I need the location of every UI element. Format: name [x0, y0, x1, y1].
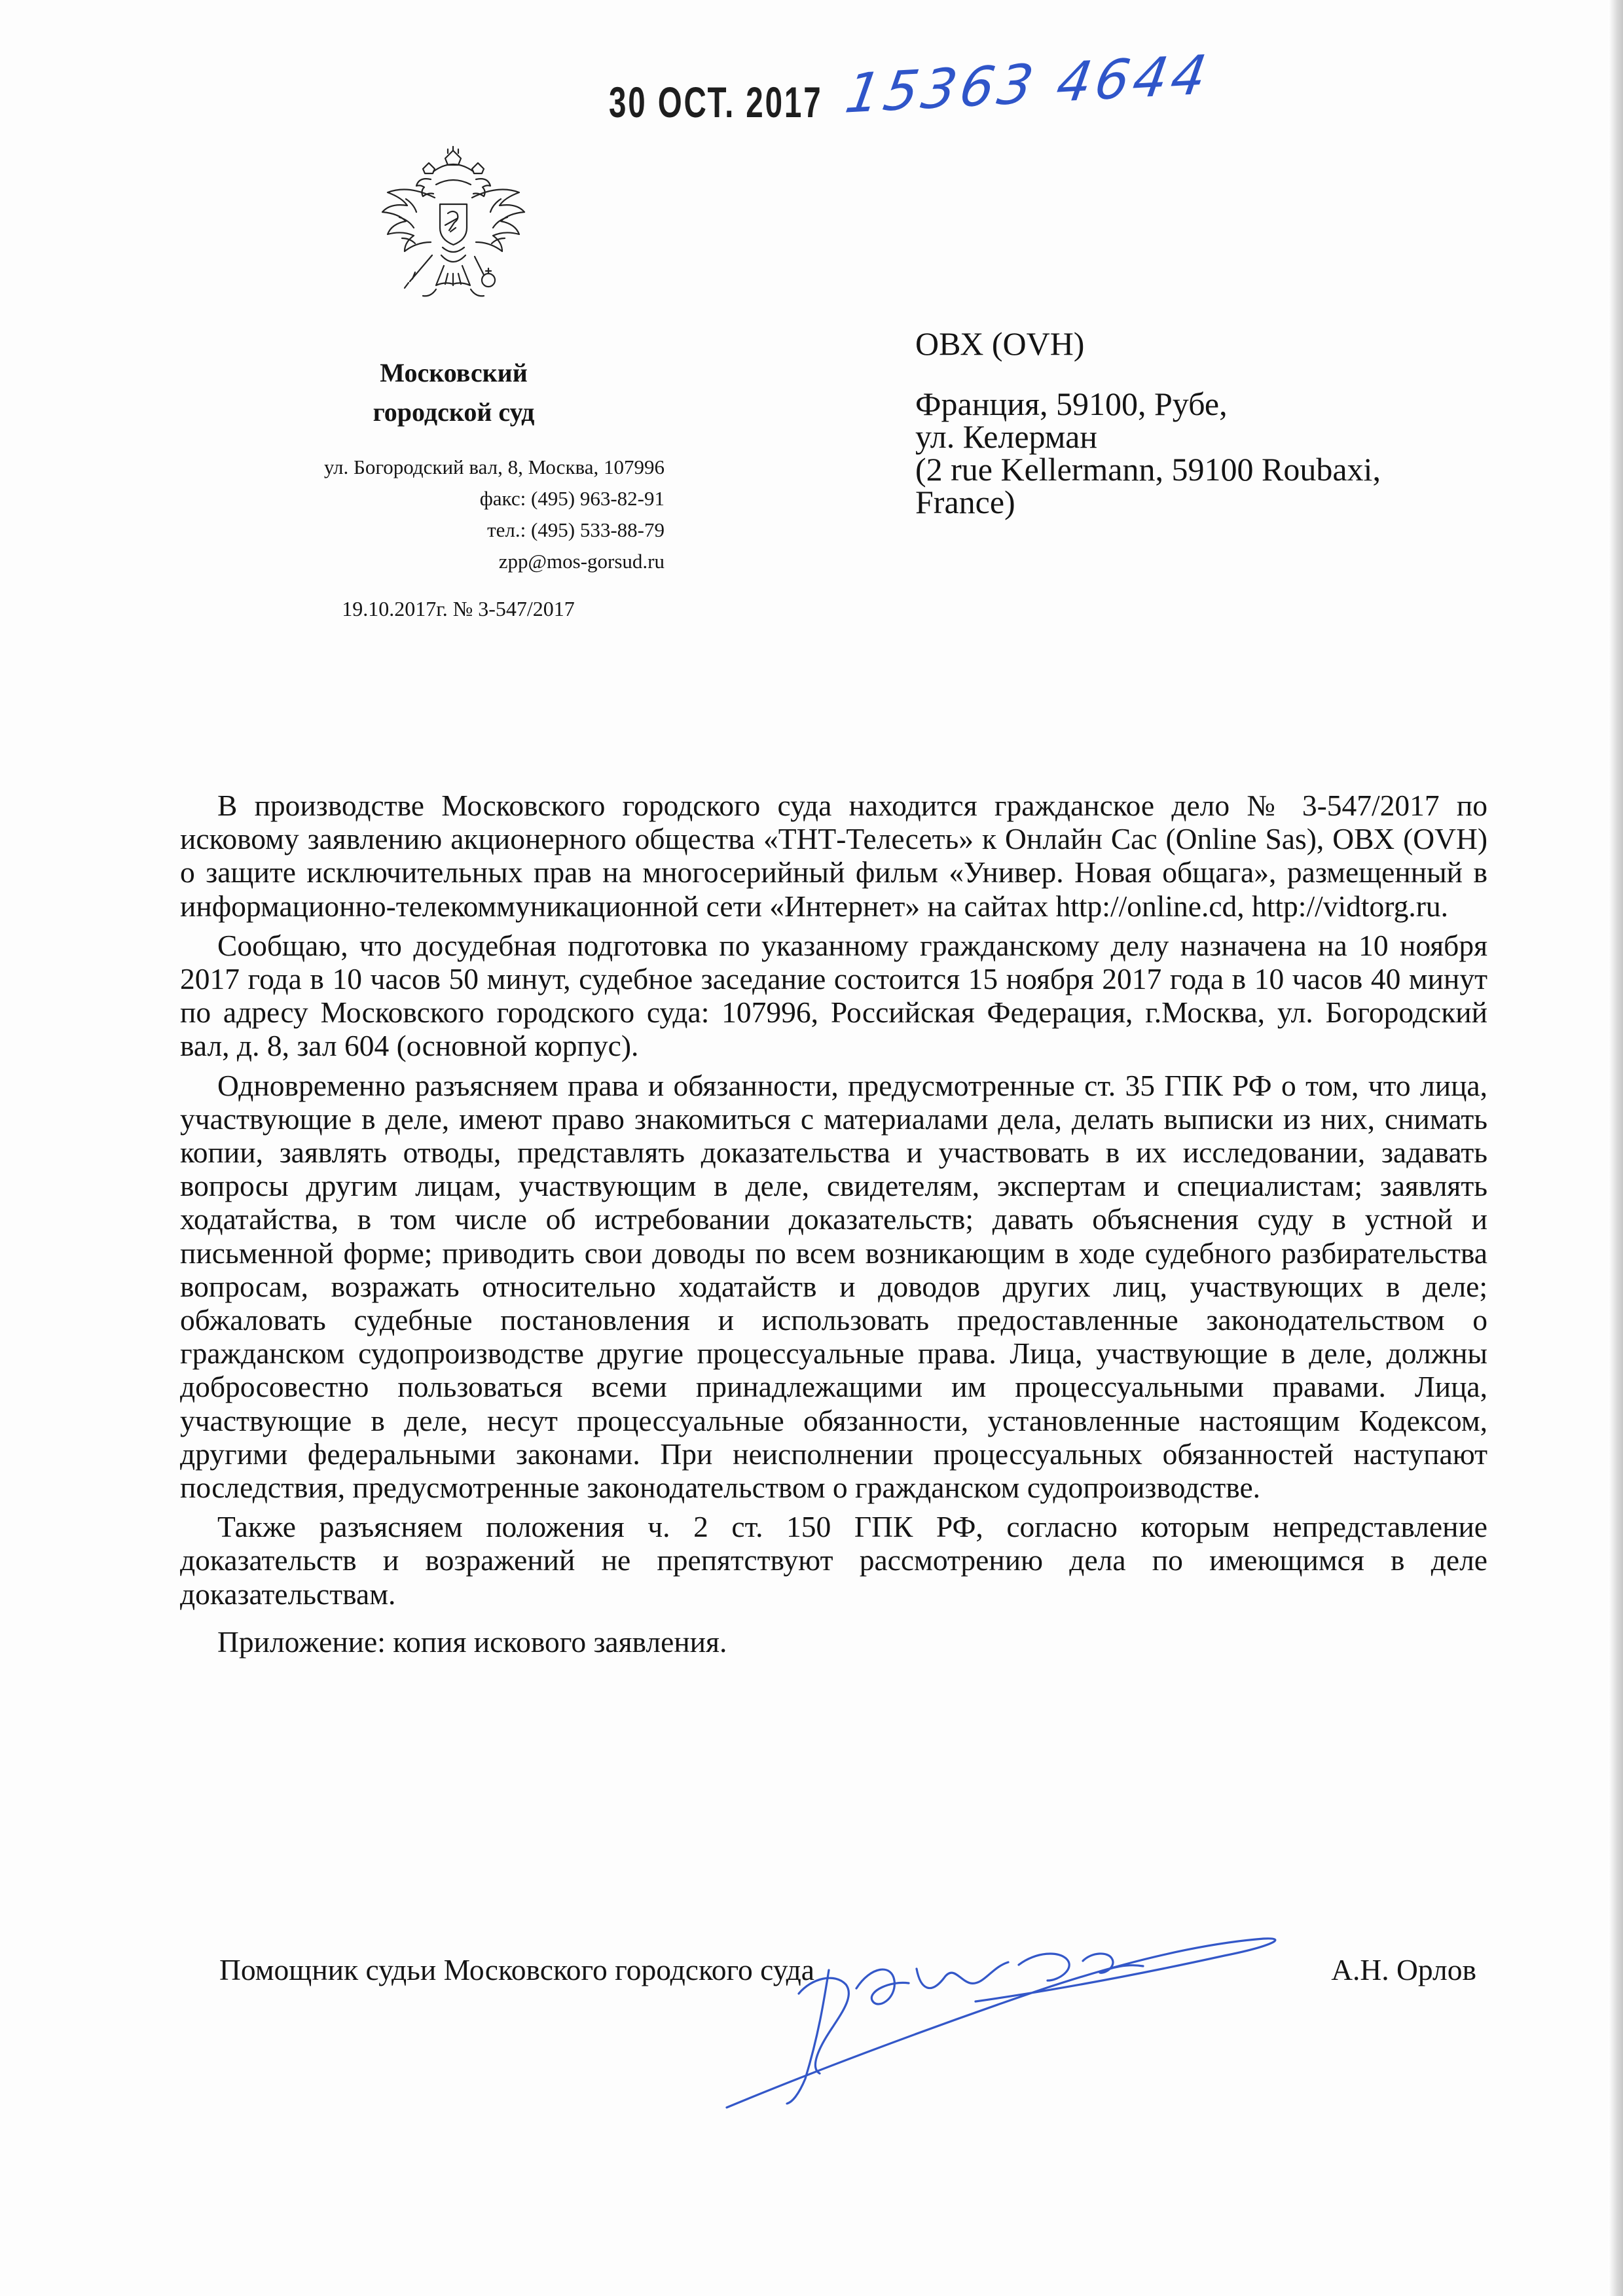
body-paragraph-article-150: Также разъясняем положения ч. 2 ст. 150 ГПК РФ, согласно которым непредставление доказательств и возражений не препятствуют рассмотрению дела по имеющимся в деле доказательствам.	[180, 1510, 1487, 1611]
addressee-name: ОВХ (OVH)	[915, 325, 1085, 362]
addressee-address-line: ул. Келерман	[915, 418, 1098, 455]
body-paragraph-appendix: Приложение: копия искового заявления.	[217, 1624, 727, 1659]
court-fax: факс: (495) 963-82-91	[479, 487, 665, 510]
court-phone: тел.: (495) 533-88-79	[487, 518, 665, 541]
scan-edge-shadow	[1609, 0, 1623, 2296]
body-paragraph-hearing-schedule: Сообщаю, что досудебная подготовка по указанному гражданскому делу назначена на 10 ноября 2017 года в 10 часов 50 минут, судебное заседание состоится 15 ноября 2017 года в 10 часов 40 минут по адресу Московского городского суда: 107996, Российская Федерация, г.Москва, ул. Богородский вал, д. 8, зал 604 (основной корпус).	[180, 928, 1487, 1063]
outgoing-reference: 19.10.2017г. № 3-547/2017	[342, 597, 575, 620]
court-name-line2: городской суд	[373, 397, 535, 427]
addressee-block	[915, 327, 1504, 518]
signer-title: Помощник судьи Московского городского суда	[219, 1953, 815, 1986]
letter-body	[180, 789, 1487, 1664]
court-address: ул. Богородский вал, 8, Москва, 107996	[323, 456, 665, 478]
registration-stamp-date: 30 ОСТ. 2017	[609, 78, 823, 126]
court-email: zpp@mos-gorsud.ru	[498, 550, 665, 573]
body-paragraph-rights: Одновременно разъясняем права и обязанности, предусмотренные ст. 35 ГПК РФ о том, что лица, участвующие в деле, имеют право знакомиться с материалами дела, делать выписки из них, снимать копии, заявлять отводы, представлять доказательства и участвовать в их исследовании, задавать вопросы другим лицам, участвующим в деле, свидетелям, экспертам и специалистам; заявлять ходатайства, в том числе об истребовании доказательств; давать объяснения суду в устной и письменной форме; приводить свои доводы по всем возникающим в ходе судебного разбирательства вопросам, возражать относительно ходатайств и доводов других лиц, участвующих в деле; обжаловать судебные постановления и использовать предоставленные законодательством о гражданском судопроизводстве другие процессуальные права. Лица, участвующие в деле, должны добросовестно пользоваться всеми принадлежащими им процессуальными правами. Лица, участвующие в деле, несут процессуальные обязанности, установленные настоящим Кодексом, другими федеральными законами. При неисполнении процессуальных обязанностей наступают последствия, предусмотренные законодательством о гражданском судопроизводстве.	[180, 1068, 1487, 1505]
russian-coat-of-arms-icon	[380, 145, 527, 310]
court-name-line1: Московский	[380, 358, 528, 387]
body-paragraph-case-info: В производстве Московского городского суда находится гражданское дело № 3-547/2017 по исковому заявлению акционерного общества «ТНТ-Телесеть» к Онлайн Сас (Online Sas), ОВХ (OVH) о защите исключительных прав на многосерийный фильм «Универ. Новая общага», размещенный в информационно-телекоммуникационной сети «Интернет» на сайтах http://online.cd, http://vidtorg.ru.	[180, 789, 1487, 923]
addressee-address-line: France)	[915, 484, 1015, 520]
court-name	[288, 353, 619, 432]
addressee-address-line: Франция, 59100, Рубе,	[915, 386, 1228, 422]
signer-name: А.Н. Орлов	[1331, 1953, 1476, 1986]
signature-line	[219, 1950, 1476, 1990]
handwritten-registration-number: 15363 4644	[841, 43, 1214, 126]
handwritten-signature-icon	[701, 1918, 1290, 2121]
addressee-address-line: (2 rue Kellermann, 59100 Roubaxi,	[915, 451, 1381, 488]
court-contact-block	[196, 452, 665, 577]
